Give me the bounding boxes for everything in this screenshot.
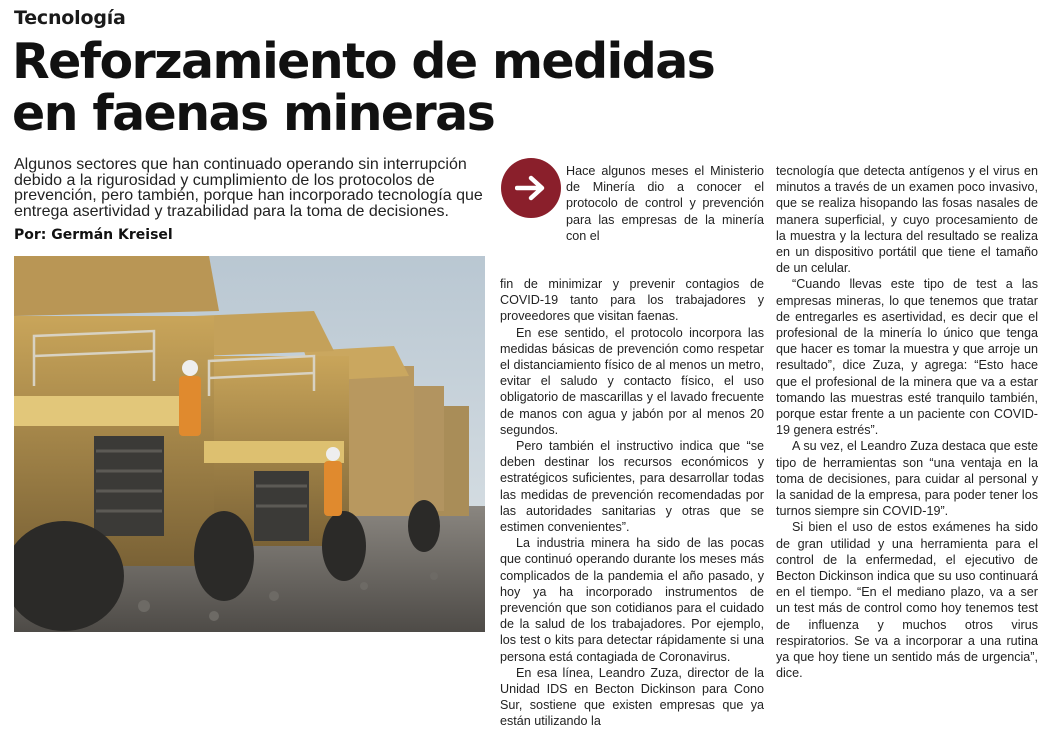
body-paragraph: “Cuando llevas este tipo de test a las empresas mineras, lo que tenemos que tratar de entregarles es asertividad, es decir que el profesional de la minería lo único que tenga que hacer es tomar la muestra y que arroje un resultado”, dice Zuza, y agrega: “Esto hace que el profesional de la minera que va a estar tomando las muestras esté tranquilo también, porque estar frente a un paciente con COVID-19 genera estrés”. xyxy=(776,277,1038,438)
section-label: Tecnología xyxy=(14,7,126,29)
arrow-right-icon xyxy=(501,158,561,218)
byline: Por: Germán Kreisel xyxy=(14,227,173,243)
body-column-1 xyxy=(500,276,764,730)
headline-line-1: Reforzamiento de medidas xyxy=(12,33,715,90)
mining-trucks-photo-icon xyxy=(14,256,485,632)
body-paragraph: La industria minera ha sido de las pocas que continuó operando durante los meses más complicados de la pandemia el año pasado, y hoy ya ha incorporado instrumentos de prevención que son cotidianos para el cuidado de la salud de los trabajadores. Por ejemplo, los test o kits para detectar rápidamente si una persona está contagiada de Coronavirus. xyxy=(500,536,764,664)
body-paragraph: A su vez, el Leandro Zuza destaca que este tipo de herramientas son “una ventaja en la toma de decisiones, para cuidar al personal y la sanidad de la empresa, para poder tener los turnos siempre sin COVID-19”. xyxy=(776,439,1038,519)
body-paragraph: Hace algunos meses el Ministerio de Minería dio a conocer el protocolo de control y prevención para las empresas de la minería con el xyxy=(566,164,764,243)
headline xyxy=(12,33,812,142)
headline-line-2: en faenas mineras xyxy=(12,85,495,142)
body-paragraph: Si bien el uso de estos exámenes ha sido de gran utilidad y una herramienta para el control de la enfermedad, el ejecutivo de Becton Dickinson indica que su uso continuará en el tiempo. “En el mediano plazo, va a ser un test más de control como hoy tenemos test de influenza y muchos otros virus respiratorios. Se va a incorporar a una rutina ya que hoy tiene un sentido más de urgencia”, dice. xyxy=(776,520,1038,681)
body-paragraph: En esa línea, Leandro Zuza, director de la Unidad IDS en Becton Dickinson para Cono Sur, sostiene que existen empresas que ya están utilizando la xyxy=(500,665,764,729)
body-paragraph: En ese sentido, el protocolo incorpora las medidas básicas de prevención como respetar el distanciamiento físico de al menos un metro, evitar el saludo y contacto físico, el uso obligatorio de mascarillas y el lavado frecuente de manos con agua y jabón por al menos 20 segundos. xyxy=(500,325,764,437)
body-column-2 xyxy=(776,163,1038,682)
body-intro xyxy=(566,163,764,244)
article-photo xyxy=(14,256,485,632)
body-paragraph: fin de minimizar y prevenir contagios de COVID-19 tanto para los trabajadores y proveedores que visitan faenas. xyxy=(500,277,764,324)
lead-paragraph: Algunos sectores que han continuado operando sin interrupción debido a la rigurosidad y cumplimiento de los protocolos de prevención, pero también, porque han incorporado tecnología que entrega asertividad y trazabilidad para la toma de decisiones. xyxy=(14,156,483,220)
body-paragraph: tecnología que detecta antígenos y el virus en minutos a través de un examen poco invasivo, que se realiza hisopando las fosas nasales de manera superficial, y cuyo procesamiento de la muestra y la lectura del resultado se realiza en un dispositivo portátil que tiene el tamaño de un celular. xyxy=(776,164,1038,276)
body-paragraph: Pero también el instructivo indica que “se deben destinar los recursos económicos y estratégicos suficientes, para desarrollar todas las medidas de prevención recomendadas por las autoridades sanitarias y otras que se estimen convenientes”. xyxy=(500,439,764,535)
